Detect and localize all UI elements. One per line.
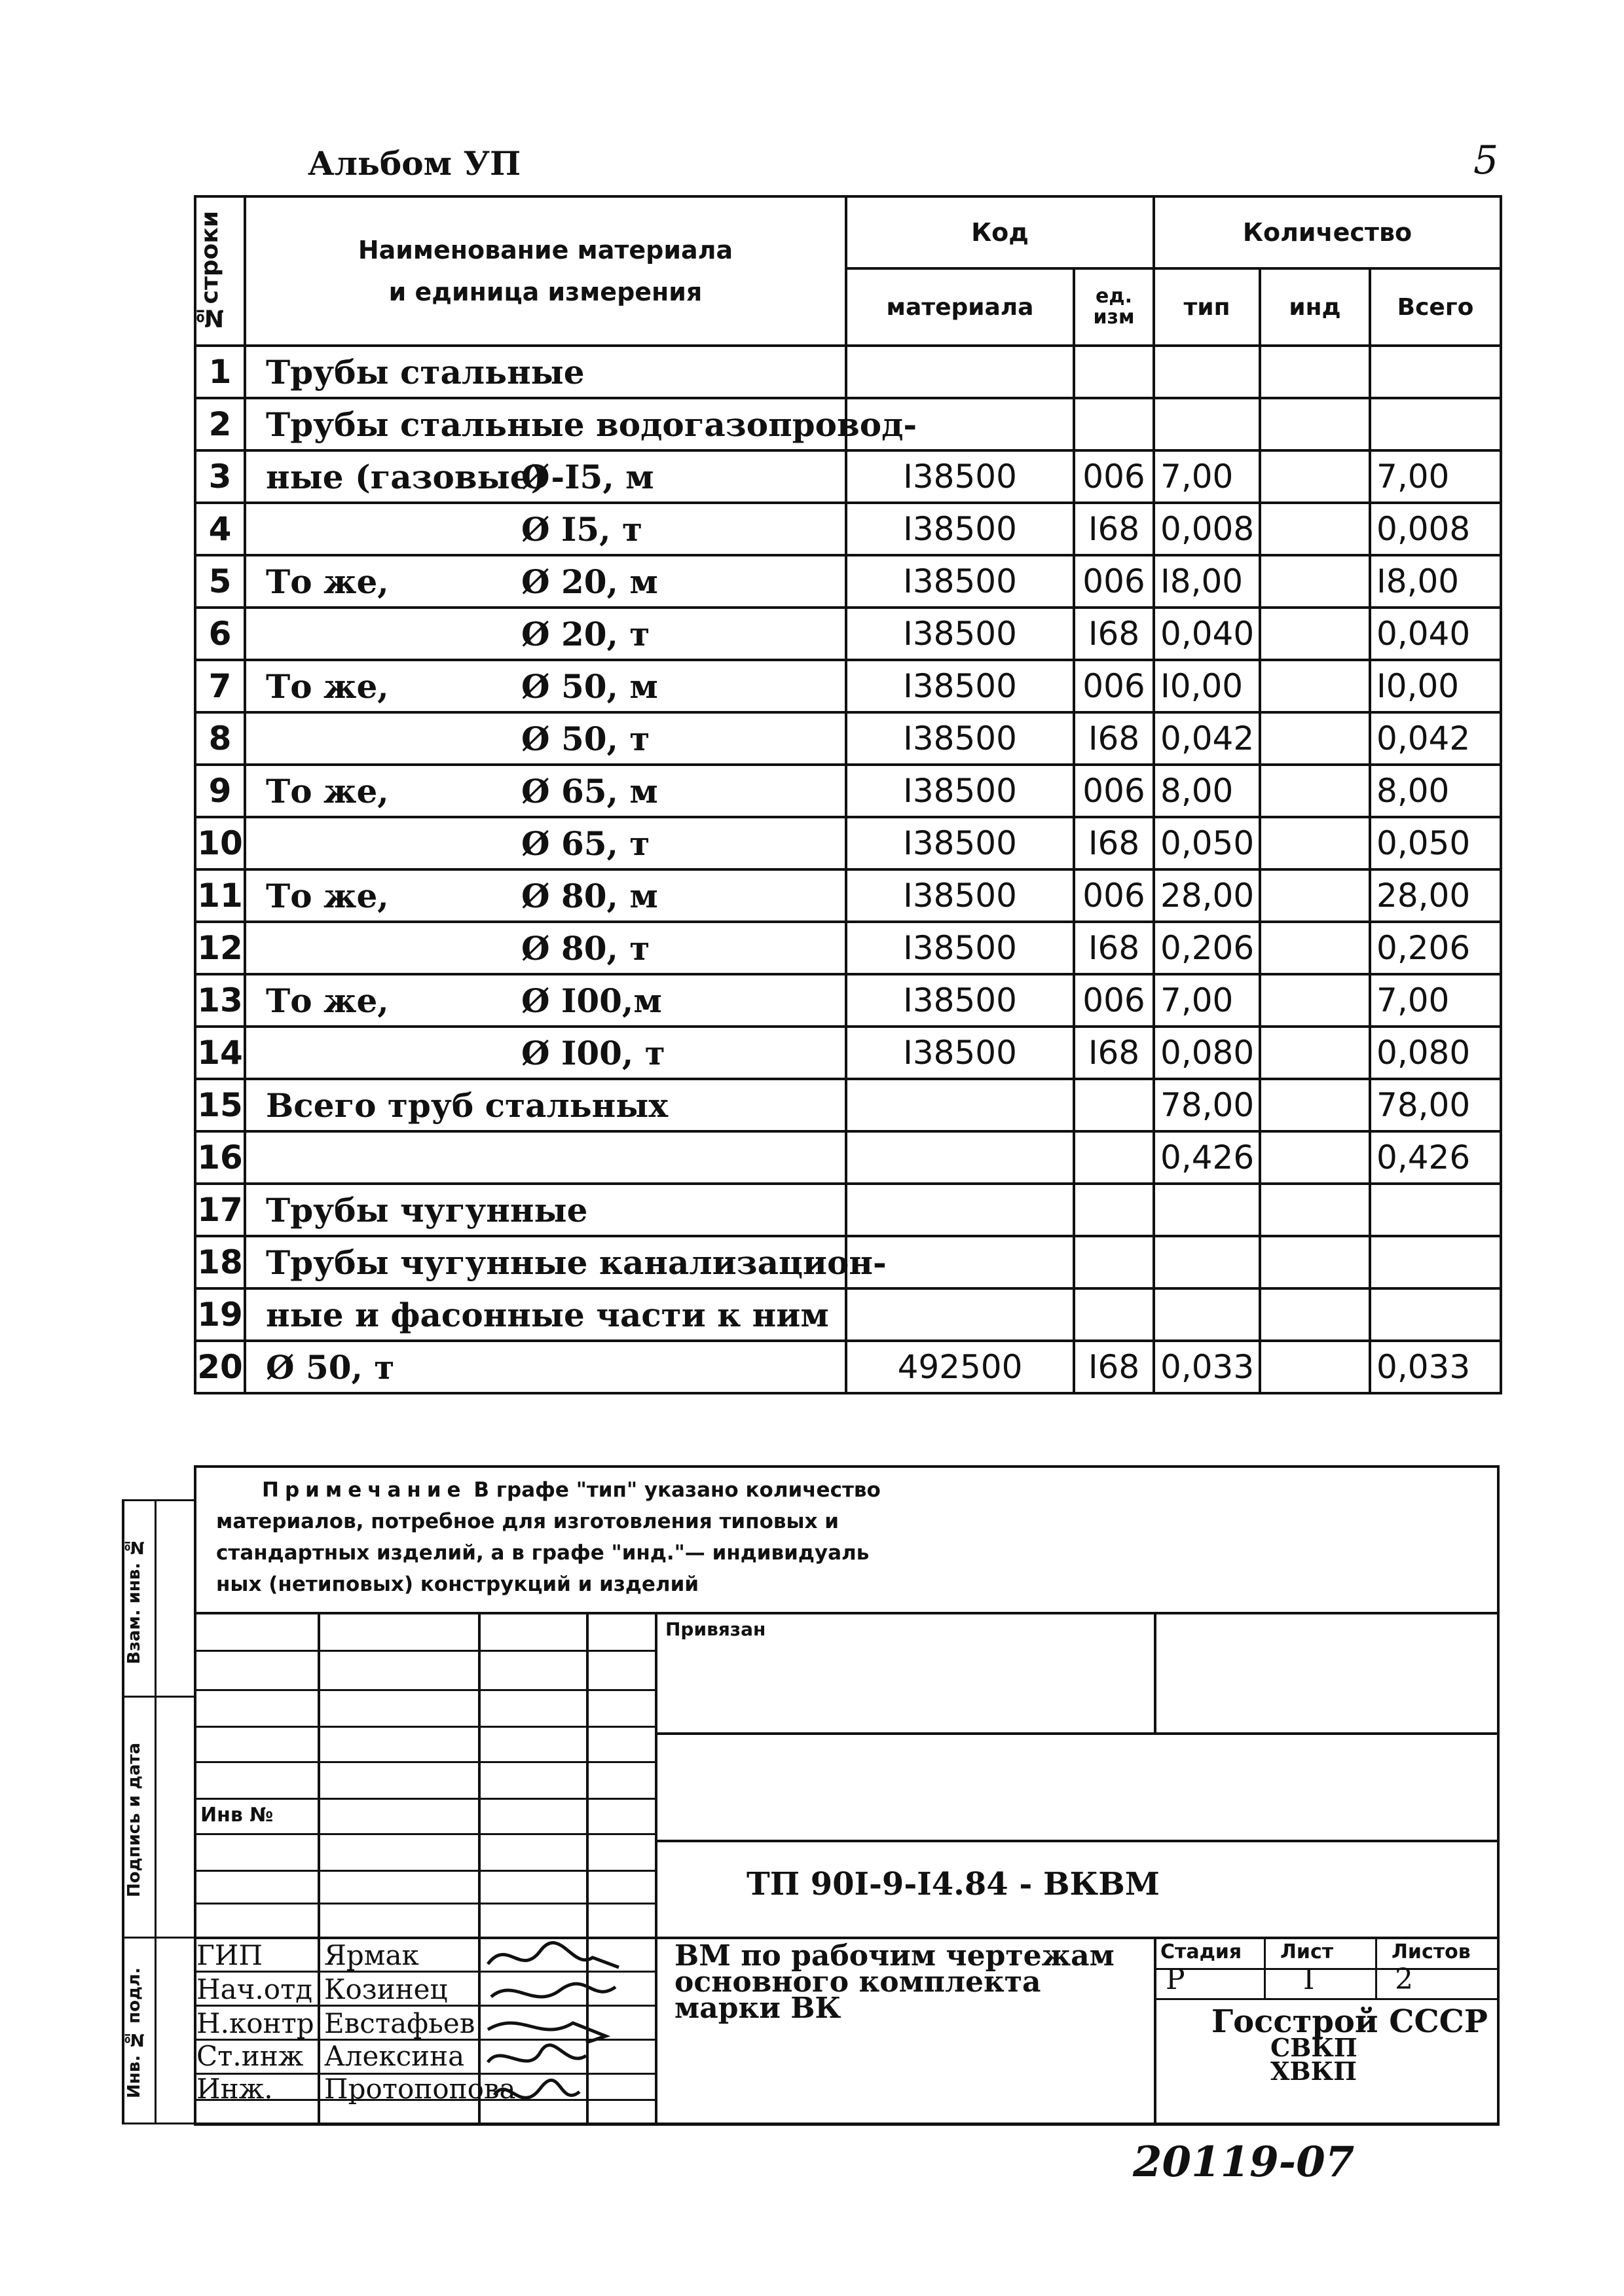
table-row [195, 765, 1501, 817]
row-unit-code: I68 [1074, 817, 1154, 869]
row-name-text: То же, [266, 981, 389, 1020]
row-number: 3 [195, 450, 245, 503]
row-qty-type: I8,00 [1154, 555, 1260, 608]
stage-value: Р [1166, 1963, 1185, 1996]
row-qty-ind [1260, 1131, 1370, 1184]
row-qty-total [1370, 1288, 1501, 1341]
row-diameter: Ø 65, м [521, 771, 658, 811]
row-unit-code: I68 [1074, 1341, 1154, 1393]
staff-role: Нач.отд [196, 1973, 313, 2005]
table-row [195, 922, 1501, 974]
row-material-code: 492500 [846, 1341, 1074, 1393]
row-qty-ind [1260, 1079, 1370, 1131]
table-row [195, 974, 1501, 1027]
row-unit-code: I68 [1074, 503, 1154, 555]
row-material-code: I38500 [846, 608, 1074, 660]
row-qty-ind [1260, 503, 1370, 555]
row-number: 18 [195, 1236, 245, 1288]
row-qty-type [1154, 1288, 1260, 1341]
row-material-code: I38500 [846, 1027, 1074, 1079]
note-text [216, 1474, 1486, 1600]
row-qty-ind [1260, 712, 1370, 765]
staff-name: Козинец [324, 1973, 448, 2005]
row-diameter: Ø 50, м [521, 666, 658, 706]
row-qty-type: 7,00 [1154, 450, 1260, 503]
row-diameter: Ø 20, м [521, 562, 658, 601]
row-qty-type [1154, 1184, 1260, 1236]
row-number: 11 [195, 869, 245, 922]
row-unit-code: I68 [1074, 1027, 1154, 1079]
row-name [245, 503, 846, 555]
row-qty-ind [1260, 765, 1370, 817]
row-number: 13 [195, 974, 245, 1027]
sheets-value: 2 [1395, 1963, 1413, 1996]
note-top-rule [194, 1465, 1500, 1468]
row-qty-type: 0,080 [1154, 1027, 1260, 1079]
row-number: 6 [195, 608, 245, 660]
row-name-text: То же, [266, 666, 389, 706]
row-qty-ind [1260, 922, 1370, 974]
row-qty-type: 8,00 [1154, 765, 1260, 817]
row-unit-code [1074, 398, 1154, 450]
table-row [195, 503, 1501, 555]
row-material-code: I38500 [846, 555, 1074, 608]
row-material-code: I38500 [846, 450, 1074, 503]
col-qty-ind: инд [1260, 268, 1370, 346]
row-material-code: I38500 [846, 765, 1074, 817]
doc-code: ТП 90I-9-I4.84 - ВКВМ [747, 1866, 1160, 1903]
row-diameter: Ø I00, т [521, 1033, 665, 1072]
row-qty-total: I8,00 [1370, 555, 1501, 608]
row-name [245, 765, 846, 817]
row-qty-total [1370, 1236, 1501, 1288]
row-qty-type [1154, 398, 1260, 450]
table-row [195, 1184, 1501, 1236]
table-row [195, 1341, 1501, 1393]
row-unit-code [1074, 1184, 1154, 1236]
table-row [195, 1131, 1501, 1184]
row-diameter: Ø-I5, м [521, 457, 654, 496]
row-unit-code [1074, 1236, 1154, 1288]
row-unit-code: 006 [1074, 869, 1154, 922]
row-qty-type: 78,00 [1154, 1079, 1260, 1131]
page-number: 5 [1473, 137, 1499, 183]
row-qty-type: I0,00 [1154, 660, 1260, 712]
sheet-label: Лист [1280, 1941, 1334, 1963]
side-sign-label: Подпись и дата [124, 1742, 144, 1898]
row-diameter: Ø 50, т [521, 719, 650, 758]
row-qty-ind [1260, 1341, 1370, 1393]
row-qty-type: 0,206 [1154, 922, 1260, 974]
row-diameter: Ø 80, т [521, 928, 650, 968]
doc-title-line1: ВМ по рабочим чертежам [674, 1939, 1115, 1973]
row-name-text: Трубы стальные [266, 352, 585, 392]
row-name [245, 346, 846, 398]
row-material-code [846, 1288, 1074, 1341]
doc-title-line2: основного комплекта [674, 1965, 1041, 1999]
row-qty-type: 7,00 [1154, 974, 1260, 1027]
row-qty-total: 0,042 [1370, 712, 1501, 765]
row-material-code: I38500 [846, 974, 1074, 1027]
table-row [195, 1027, 1501, 1079]
row-qty-ind [1260, 398, 1370, 450]
row-qty-type: 0,426 [1154, 1131, 1260, 1184]
row-material-code: I38500 [846, 869, 1074, 922]
album-title: Альбом УП [308, 144, 521, 183]
row-name-text: Трубы чугунные [266, 1190, 588, 1230]
row-diameter: Ø I00,м [521, 981, 662, 1020]
row-qty-total: 78,00 [1370, 1079, 1501, 1131]
row-qty-total: 0,008 [1370, 503, 1501, 555]
row-qty-type: 0,050 [1154, 817, 1260, 869]
row-diameter: Ø 20, т [521, 614, 650, 653]
row-qty-type: 0,033 [1154, 1341, 1260, 1393]
org-line2: СВКП [1270, 2033, 1357, 2062]
row-material-code [846, 1184, 1074, 1236]
side-inv-label: Взам. инв. № [124, 1537, 144, 1665]
row-name-text: Ø 50, т [266, 1347, 395, 1387]
row-name [245, 974, 846, 1027]
signatures [481, 1938, 632, 2124]
row-name-text: Трубы чугунные канализацион- [266, 1243, 887, 1282]
row-qty-total: 8,00 [1370, 765, 1501, 817]
row-qty-ind [1260, 346, 1370, 398]
row-number: 16 [195, 1131, 245, 1184]
row-unit-code: 006 [1074, 450, 1154, 503]
row-name [245, 1236, 887, 1288]
row-name [245, 660, 846, 712]
row-name [245, 450, 846, 503]
table-row [195, 1236, 1501, 1288]
row-name-text: Трубы стальные водогазопровод- [266, 405, 917, 444]
org-line1: Госстрой СССР [1211, 2003, 1488, 2040]
row-name [245, 555, 846, 608]
org-line3: ХВКП [1270, 2056, 1357, 2086]
row-number: 7 [195, 660, 245, 712]
table-row [195, 712, 1501, 765]
staff-name: Ярмак [324, 1939, 419, 1971]
row-number: 1 [195, 346, 245, 398]
col-qty-total: Всего [1370, 268, 1501, 346]
row-number: 17 [195, 1184, 245, 1236]
archive-number: 20119-07 [1133, 2138, 1355, 2187]
row-name-text: То же, [266, 876, 389, 915]
staff-name: Протопопова [324, 2073, 516, 2105]
row-qty-type: 28,00 [1154, 869, 1260, 922]
row-unit-code: I68 [1074, 922, 1154, 974]
row-qty-total: 0,050 [1370, 817, 1501, 869]
row-number: 10 [195, 817, 245, 869]
row-unit-code [1074, 346, 1154, 398]
col-row-no-header: №строки [195, 196, 245, 346]
row-name [245, 817, 846, 869]
note-line3: стандартных изделий, а в графе "инд."— индивидуаль [216, 1541, 870, 1565]
col-code-unit: ед. изм [1074, 268, 1154, 346]
stage-label: Стадия [1160, 1941, 1242, 1963]
row-name [245, 1079, 846, 1131]
row-material-code: I38500 [846, 503, 1074, 555]
note-lead: Примечание [262, 1478, 467, 1502]
row-qty-ind [1260, 1184, 1370, 1236]
col-qty-type: тип [1154, 268, 1260, 346]
row-qty-total: 0,206 [1370, 922, 1501, 974]
table-row [195, 398, 1501, 450]
row-qty-ind [1260, 1027, 1370, 1079]
table-row [195, 346, 1501, 398]
row-name [245, 869, 846, 922]
row-name-text: То же, [266, 771, 389, 811]
row-diameter: Ø 80, м [521, 876, 658, 915]
table-row [195, 450, 1501, 503]
note-line2: материалов, потребное для изготовления типовых и [216, 1510, 840, 1533]
row-qty-ind [1260, 555, 1370, 608]
table-row [195, 869, 1501, 922]
staff-name: Алексина [324, 2040, 465, 2072]
row-qty-type: 0,040 [1154, 608, 1260, 660]
row-material-code: I38500 [846, 922, 1074, 974]
doc-title [674, 1939, 1115, 2025]
row-unit-code: 006 [1074, 555, 1154, 608]
materials-table [194, 195, 1502, 1394]
row-name [245, 1184, 846, 1236]
row-name [245, 608, 846, 660]
col-code-material: материала [846, 268, 1074, 346]
row-name-text: То же, [266, 562, 389, 601]
row-qty-total [1370, 346, 1501, 398]
row-unit-code [1074, 1288, 1154, 1341]
row-qty-type: 0,008 [1154, 503, 1260, 555]
row-qty-ind [1260, 450, 1370, 503]
row-qty-total: 0,426 [1370, 1131, 1501, 1184]
staff-name: Евстафьев [324, 2007, 475, 2039]
row-qty-total: 0,033 [1370, 1341, 1501, 1393]
row-qty-type: 0,042 [1154, 712, 1260, 765]
staff-role: Ст.инж [196, 2040, 304, 2072]
row-qty-type [1154, 346, 1260, 398]
note-line4: ных (нетиповых) конструкций и изделий [216, 1573, 699, 1596]
row-name [245, 1288, 846, 1341]
staff-role: Инж. [196, 2073, 273, 2105]
row-name-text: Всего труб стальных [266, 1085, 669, 1125]
row-number: 8 [195, 712, 245, 765]
row-qty-type [1154, 1236, 1260, 1288]
col-qty-header: Количество [1154, 196, 1501, 268]
inv-no-label: Инв № [200, 1804, 274, 1827]
row-material-code: I38500 [846, 817, 1074, 869]
sheet-value: I [1303, 1963, 1315, 1996]
table-row [195, 660, 1501, 712]
row-unit-code [1074, 1131, 1154, 1184]
row-unit-code: 006 [1074, 765, 1154, 817]
row-material-code [846, 1131, 1074, 1184]
row-qty-ind [1260, 660, 1370, 712]
sheets-label: Листов [1392, 1941, 1471, 1963]
table-row [195, 608, 1501, 660]
row-name [245, 1341, 846, 1393]
row-diameter: Ø 65, т [521, 824, 650, 863]
note-line1: В графе "тип" указано количество [473, 1478, 881, 1502]
row-unit-code: 006 [1074, 974, 1154, 1027]
staff-role: Н.контр [196, 2007, 314, 2039]
row-qty-total: 0,040 [1370, 608, 1501, 660]
row-qty-total: 7,00 [1370, 450, 1501, 503]
row-unit-code: 006 [1074, 660, 1154, 712]
row-qty-total: 7,00 [1370, 974, 1501, 1027]
col-code-header: Код [846, 196, 1154, 268]
row-number: 9 [195, 765, 245, 817]
row-number: 2 [195, 398, 245, 450]
row-name [245, 1131, 846, 1184]
row-number: 20 [195, 1341, 245, 1393]
row-unit-code: I68 [1074, 608, 1154, 660]
row-name-text: ные и фасонные части к ним [266, 1295, 829, 1334]
row-qty-ind [1260, 1236, 1370, 1288]
row-number: 5 [195, 555, 245, 608]
row-number: 4 [195, 503, 245, 555]
staff-role: ГИП [196, 1939, 263, 1971]
row-unit-code [1074, 1079, 1154, 1131]
row-number: 19 [195, 1288, 245, 1341]
table-row [195, 817, 1501, 869]
row-qty-total [1370, 398, 1501, 450]
row-qty-total: 0,080 [1370, 1027, 1501, 1079]
row-qty-ind [1260, 1288, 1370, 1341]
row-unit-code: I68 [1074, 712, 1154, 765]
row-qty-ind [1260, 974, 1370, 1027]
doc-title-line3: марки ВК [674, 1992, 841, 2025]
table-row [195, 555, 1501, 608]
row-qty-total: 28,00 [1370, 869, 1501, 922]
row-material-code: I38500 [846, 712, 1074, 765]
row-qty-total: I0,00 [1370, 660, 1501, 712]
row-name [245, 712, 846, 765]
row-name [245, 1027, 846, 1079]
row-diameter: Ø I5, т [521, 509, 642, 549]
side-orig-label: Инв. № подл. [124, 1967, 144, 2098]
row-material-code [846, 1079, 1074, 1131]
row-name-text: ные (газовые) [266, 457, 547, 496]
col-name-header: Наименование материала и единица измерения [245, 196, 846, 346]
row-material-code: I38500 [846, 660, 1074, 712]
table-row [195, 1079, 1501, 1131]
row-name [245, 398, 917, 450]
row-name [245, 922, 846, 974]
row-qty-ind [1260, 608, 1370, 660]
table-row [195, 1288, 1501, 1341]
row-number: 15 [195, 1079, 245, 1131]
row-qty-total [1370, 1184, 1501, 1236]
row-number: 12 [195, 922, 245, 974]
row-number: 14 [195, 1027, 245, 1079]
linked-label: Привязан [665, 1618, 766, 1640]
row-material-code [846, 346, 1074, 398]
row-qty-ind [1260, 817, 1370, 869]
row-qty-ind [1260, 869, 1370, 922]
